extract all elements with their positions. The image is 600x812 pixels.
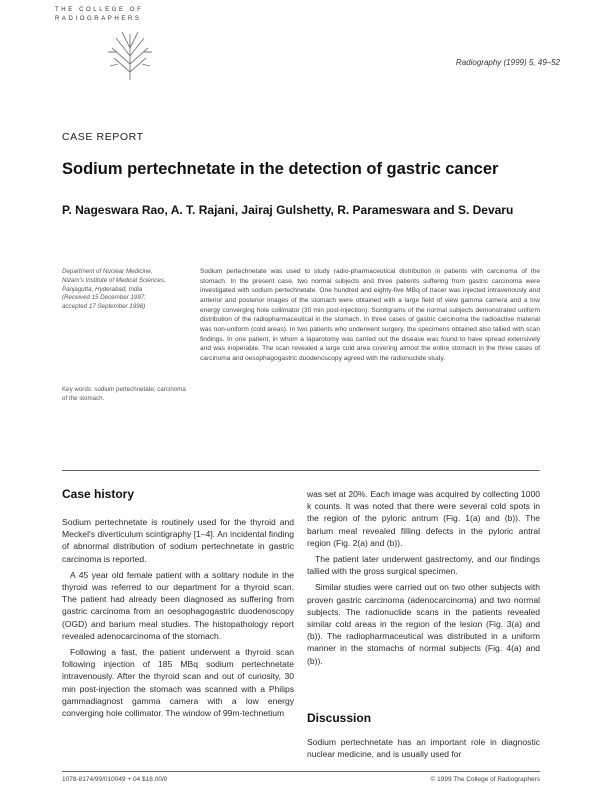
affiliation-line: Nizam's Institute of Medical Sciences, <box>62 276 166 284</box>
paragraph: The patient later underwent gastrectomy, and our findings tallied with the gross surgical specimen. <box>307 554 540 577</box>
affiliation <box>62 268 197 312</box>
paragraph: A 45 year old female patient with a solitary nodule in the thyroid was referred to our department for a thyroid scan. The patient had already been diagnosed as suffering from gastric carcinoma from an oesophagogastric duodenoscopy (OGD) and barium meal studies. The histopathology report revealed adenocarcinoma of the stomach. <box>62 569 294 641</box>
keywords-label: Key words: <box>62 386 93 393</box>
journal-reference: Radiography (1999) 5, 49–52 <box>455 58 560 67</box>
abstract: Sodium pertechnetate was used to study radio-pharmaceutical distribution in patients with carcinoma of the stomach. In the present case, two normal subjects and three patients suffering from gastric carcinoma were investigated with sodium pertechnetate. One hundred and eighty-five MBq of tracer was injected intravenously and anterior and posterior images of the stomach were obtained with a large field of view gamma camera and a low energy converging hole collimator (30 min post-injection). Scintigrams of the normal subjects demonstrated uniform distribution of the radiopharmaceutical in the stomach. In three cases of gastric carcinoma the radioactive material was non-uniform (cold areas). In two patients who underwent surgery, the specimens obtained also tallied with scan findings. In one patient, in whom a laparotomy was carried out the disease was found to have spread extensively and was inoperable. The scan revealed a large cold area covering almost the entire stomach in the three cases of carcinoma and oesophagogastric duodenoscopy agreed with the radionuclide study. <box>200 268 540 362</box>
divider-rule <box>62 771 540 772</box>
discussion-heading: Discussion <box>307 711 372 725</box>
affiliation-line: Department of Nuclear Medicine, <box>62 268 153 275</box>
divider-rule <box>62 470 540 471</box>
right-column <box>307 488 540 671</box>
discussion-column <box>307 736 540 764</box>
affiliation-line: (Received 15 December 1997; <box>62 294 146 302</box>
section-label: CASE REPORT <box>62 131 144 143</box>
article-title: Sodium pertechnetate in the detection of gastric cancer <box>62 160 499 178</box>
article-authors: P. Nageswara Rao, A. T. Rajani, Jairaj Gulshetty, R. Parameswara and S. Devaru <box>62 203 514 217</box>
affiliation-line: accepted 17 September 1998) <box>62 303 146 311</box>
footer-copyright: © 1999 The College of Radiographers <box>430 776 540 783</box>
paragraph: Sodium pertechnetate is routinely used for the thyroid and Meckel's diverticulum scintigraphy [1–4]. An incidental finding of abnormal distribution of sodium pertechnetate in gastric carcinoma is reported. <box>62 517 294 564</box>
keywords-text: sodium pertechnetate; carcinoma of the stomach. <box>62 386 186 402</box>
footer-issn: 1078-8174/99/010049 + 04 $18.00/0 <box>62 776 168 783</box>
keywords <box>62 386 192 404</box>
paragraph: was set at 20%. Each image was acquired by collecting 1000 k counts. It was noted that there were several cold spots in the region of the pyloric antrum (Fig. 1(a) and (b)). The barium meal revealed filling defects in the pyloric antral region (Fig. 2(a) and (b)). <box>307 489 540 548</box>
paragraph: Similar studies were carried out on two other subjects with proven gastric carcinoma (adenocarcinoma) and two normal subjects. The radionuclide scans in the patients revealed similar cold areas in the region of the lesion (Fig. 3(a) and (b)). The radiopharmaceutical was distributed in a uniform manner in the stomachs of normal subjects (Fig. 4(a) and (b)). <box>307 582 540 666</box>
logo-text-line1: THE COLLEGE OF <box>55 7 144 13</box>
case-history-heading: Case history <box>62 487 135 501</box>
paragraph: Following a fast, the patient underwent a thyroid scan following injection of 185 MBq sodium pertechnetate intravenously. After the thyroid scan and out of curiosity, 30 min post-injection the stomach was scanned with a Philips gammadiagnost gamma camera with a low energy converging hole collimator. The window of 99m-technetium <box>62 647 294 719</box>
affiliation-line: Panjagutta, Hyderabad, India <box>62 285 143 293</box>
logo-text-line2: RADIOGRAPHERS <box>55 16 142 22</box>
college-crest-icon <box>104 28 156 83</box>
left-column <box>62 516 294 723</box>
paragraph: Sodium pertechnetate has an important role in diagnostic nuclear medicine, and is usually used for <box>307 737 540 760</box>
